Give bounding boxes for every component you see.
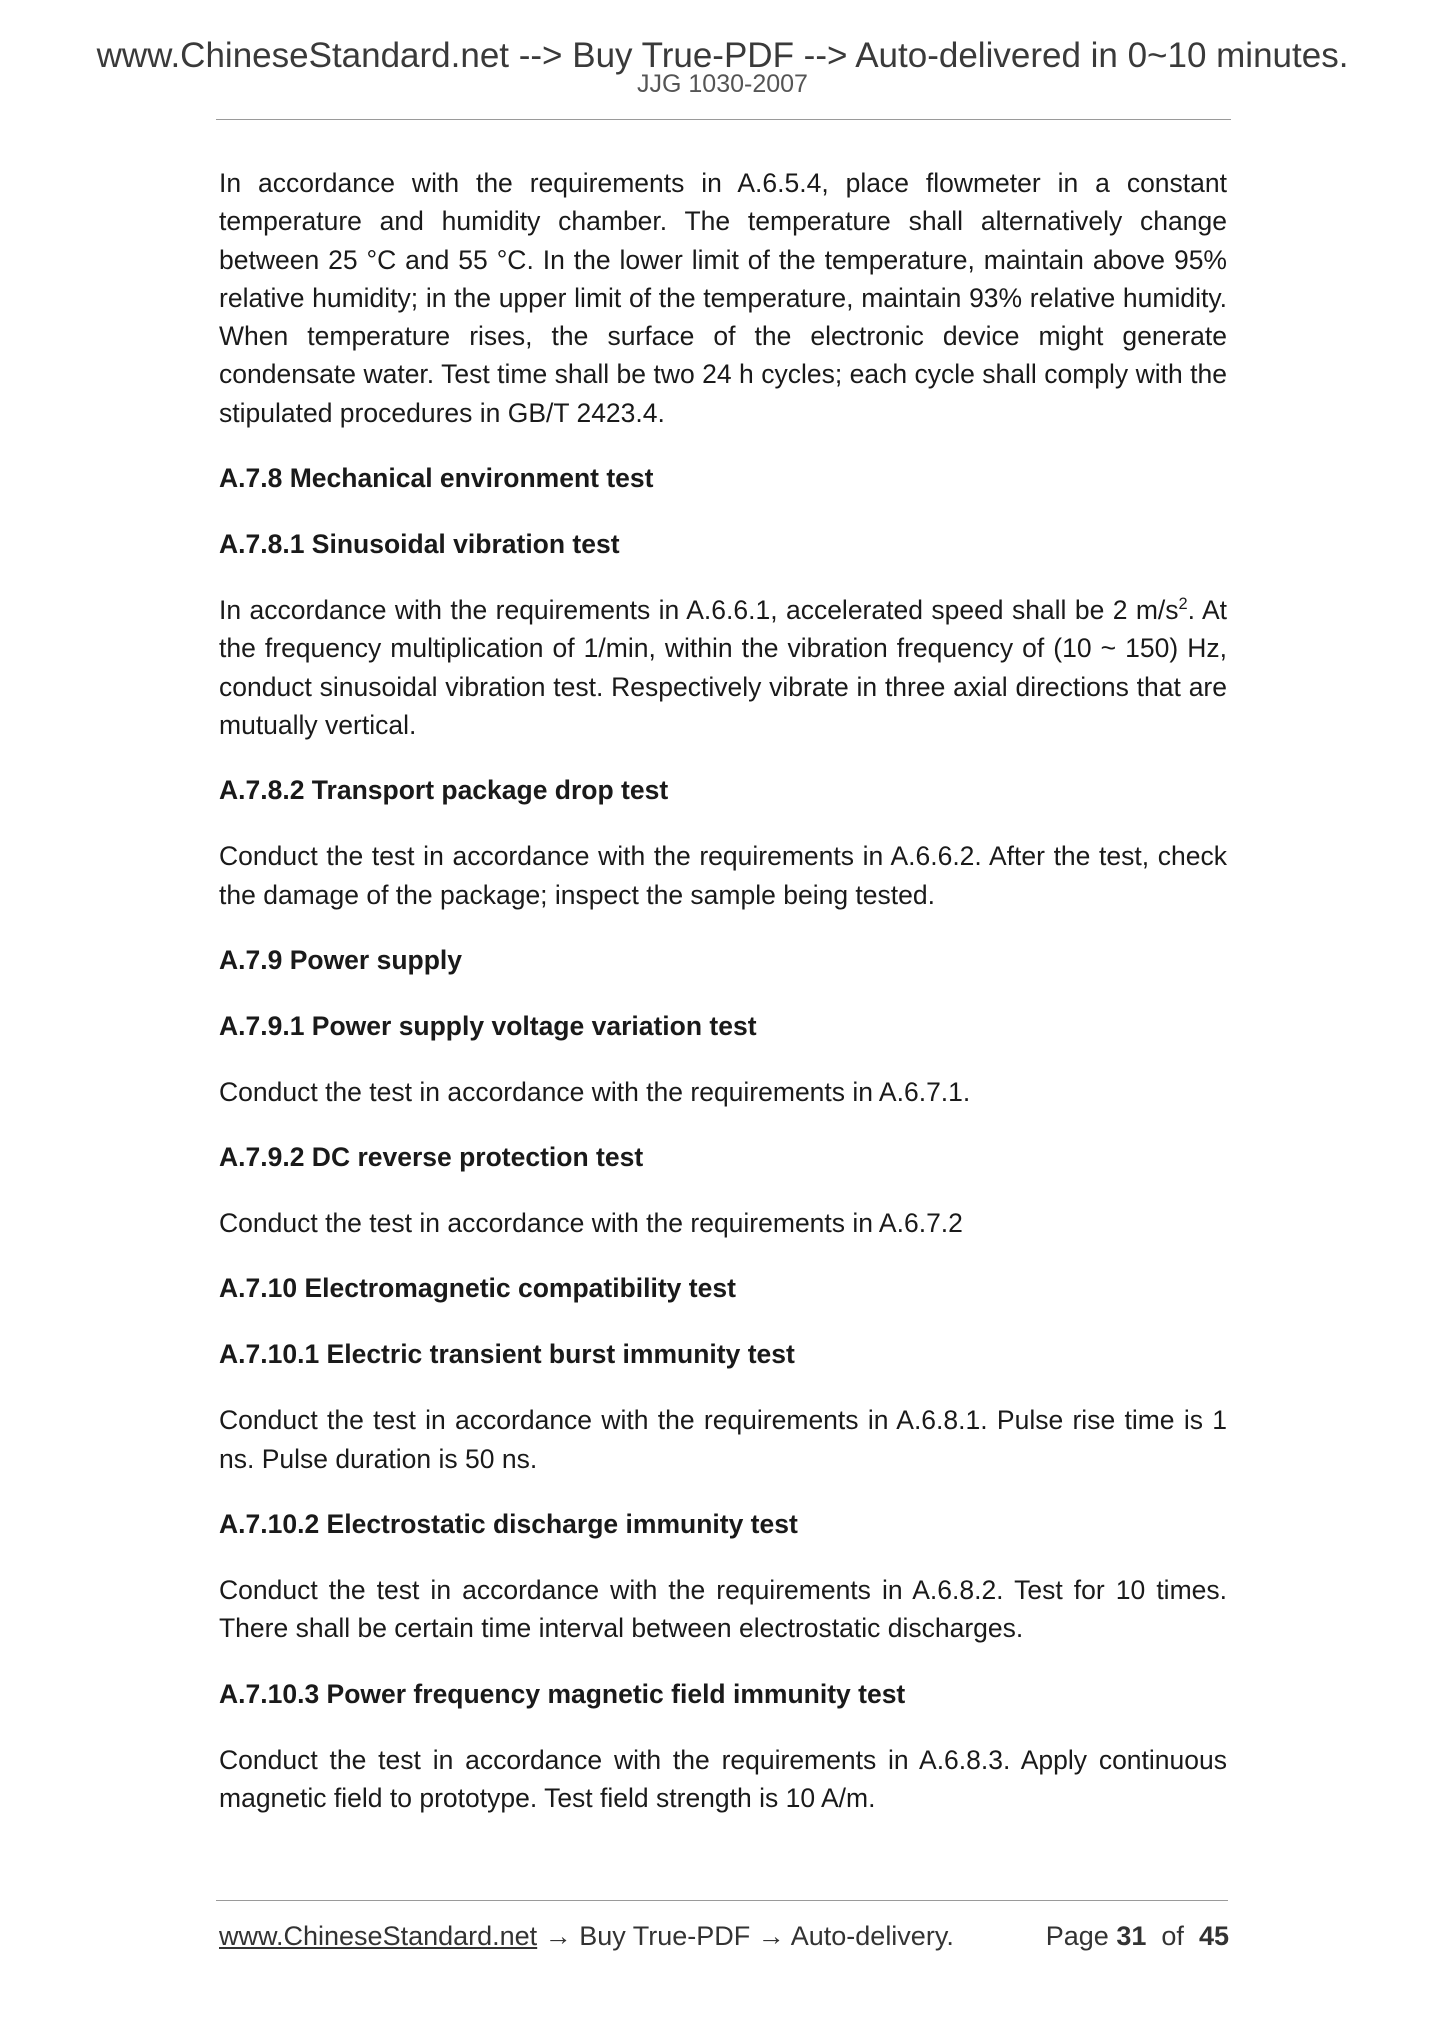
document-number: JJG 1030-2007 bbox=[637, 70, 808, 98]
paragraph-a781 bbox=[219, 591, 1227, 744]
heading-a78: A.7.8 Mechanical environment test bbox=[219, 463, 654, 494]
header-divider bbox=[216, 119, 1231, 120]
heading-a79: A.7.9 Power supply bbox=[219, 944, 462, 975]
page-indicator bbox=[1046, 1918, 1229, 1954]
page-footer bbox=[219, 1918, 1229, 1954]
paragraph-humidity-test: In accordance with the requirements in A.6.5.4, place flowmeter in a constant temperature and humidity chamber. The temperature shall alternatively change between 25 °C and 55 °C. In the lower limit of the temperature, maintain above 95% relative humidity; in the upper limit of the temperature, maintain 93% relative humidity. When temperature rises, the surface of the electronic device might generate condensate water. Test time shall be two 24 h cycles; each cycle shall comply with the stipulated procedures in GB/T 2423.4. bbox=[219, 168, 1227, 428]
heading-a7101: A.7.10.1 Electric transient burst immunity test bbox=[219, 1339, 795, 1370]
heading-a781: A.7.8.1 Sinusoidal vibration test bbox=[219, 529, 620, 560]
of-label: of bbox=[1161, 1921, 1184, 1951]
heading-a7102: A.7.10.2 Electrostatic discharge immunity test bbox=[219, 1509, 798, 1540]
paragraph-a781-part2: . At the frequency multiplication of 1/min, within the vibration frequency of (10 ~ 150) Hz, conduct sinusoidal vibration test. Respectively vibrate in three axial directions that are mutually vertical. bbox=[219, 595, 1227, 740]
heading-a710: A.7.10 Electromagnetic compatibility test bbox=[219, 1273, 736, 1304]
total-pages: 45 bbox=[1198, 1921, 1229, 1951]
heading-a791: A.7.9.1 Power supply voltage variation test bbox=[219, 1010, 757, 1041]
page-number: 31 bbox=[1116, 1921, 1147, 1951]
heading-a792: A.7.9.2 DC reverse protection test bbox=[219, 1142, 644, 1173]
paragraph-a791: Conduct the test in accordance with the requirements in A.6.7.1. bbox=[219, 1076, 971, 1107]
paragraph-a7103: Conduct the test in accordance with the requirements in A.6.8.3. Apply continuous magnetic field to prototype. Test field strength is 10 A/m. bbox=[219, 1744, 1227, 1813]
heading-a782: A.7.8.2 Transport package drop test bbox=[219, 775, 669, 806]
paragraph-a7101: Conduct the test in accordance with the requirements in A.6.8.1. Pulse rise time is 1 ns. Pulse duration is 50 ns. bbox=[219, 1405, 1227, 1474]
page-content bbox=[219, 164, 1227, 1844]
superscript-2: 2 bbox=[1178, 595, 1188, 614]
heading-a7103: A.7.10.3 Power frequency magnetic field immunity test bbox=[219, 1678, 906, 1709]
paragraph-a782: Conduct the test in accordance with the requirements in A.6.6.2. After the test, check the damage of the package; inspect the sample being tested. bbox=[219, 841, 1227, 910]
footer-divider bbox=[216, 1900, 1228, 1901]
header-banner: www.ChineseStandard.net --> Buy True-PDF --> Auto-delivered in 0~10 minutes. bbox=[96, 36, 1349, 75]
footer-promo-text: → Buy True-PDF → Auto-delivery. bbox=[537, 1921, 954, 1951]
footer-site-link[interactable]: www.ChineseStandard.net bbox=[219, 1921, 538, 1951]
paragraph-a781-part1: In accordance with the requirements in A.6.6.1, accelerated speed shall be 2 m/s bbox=[219, 595, 1179, 626]
paragraph-a792: Conduct the test in accordance with the requirements in A.6.7.2 bbox=[219, 1208, 963, 1239]
page-label: Page bbox=[1045, 1921, 1109, 1951]
footer-promo bbox=[219, 1918, 954, 1954]
paragraph-a7102: Conduct the test in accordance with the requirements in A.6.8.2. Test for 10 times. There shall be certain time interval between electrostatic discharges. bbox=[219, 1575, 1227, 1644]
